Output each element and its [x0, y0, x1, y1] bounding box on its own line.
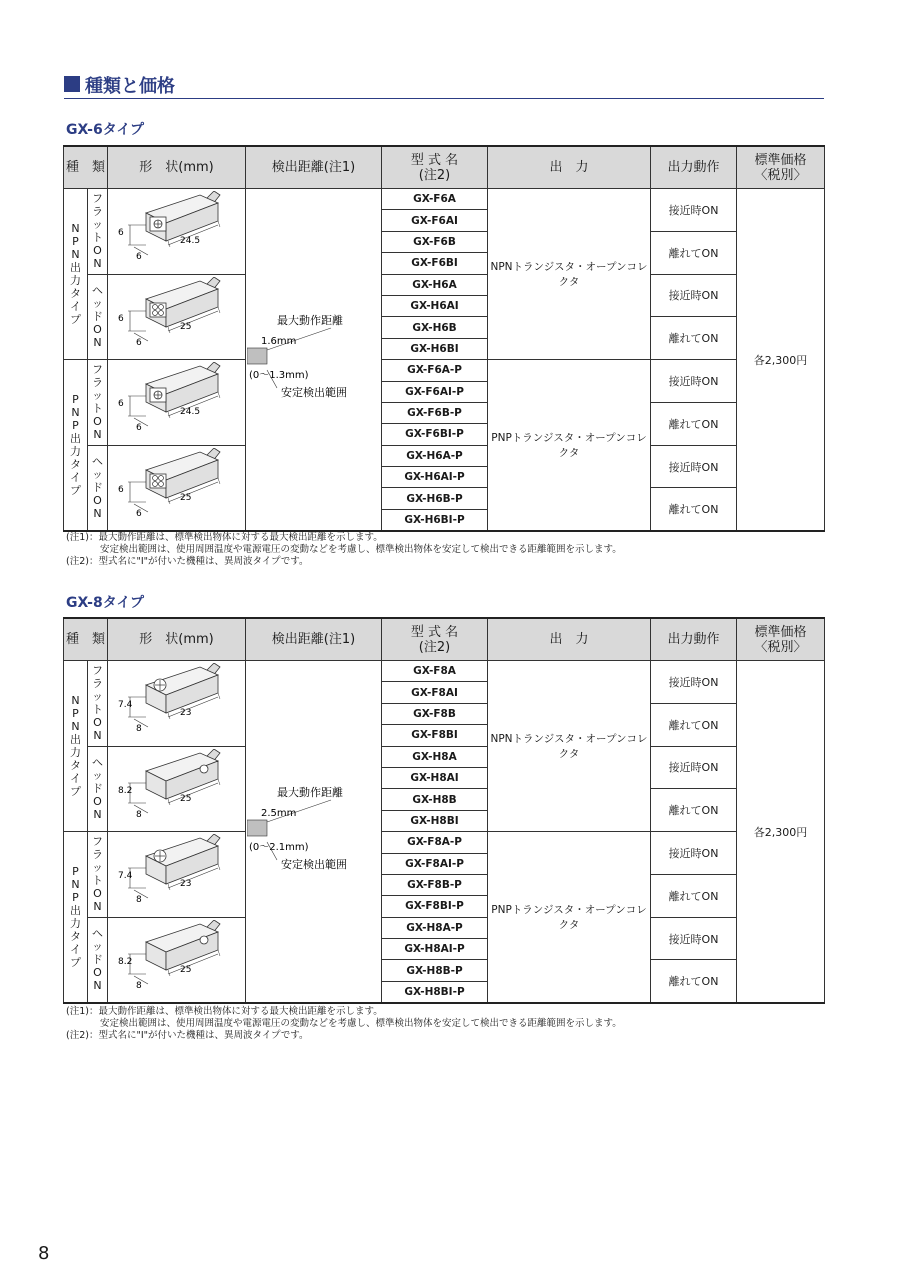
sensor-shape-drawing	[110, 834, 244, 914]
dim-length: 24.5	[179, 407, 200, 418]
table-row	[64, 189, 825, 210]
output-cell: NPNトランジスタ・オープンコレクタ	[488, 189, 651, 360]
price-cell: 各2,300円	[737, 661, 825, 1004]
dim-height: 6	[117, 228, 124, 239]
detection-distance-diagram	[247, 310, 381, 410]
output-action-cell: 接近時ON	[651, 661, 737, 704]
output-action-cell: 離れてON	[651, 402, 737, 445]
shape-cell	[108, 917, 246, 1003]
sensing-face-cell	[88, 445, 108, 531]
stable-range-label: 安定検出範囲	[280, 857, 347, 871]
model-cell: GX-H6AI	[382, 295, 488, 316]
gx8-spec-table	[63, 617, 825, 1004]
dim-width: 6	[135, 508, 142, 519]
max-distance-label: 最大動作距離	[276, 785, 343, 799]
output-type-cell	[64, 832, 88, 1004]
header-price-line2: 〈税別〉	[754, 639, 807, 655]
dim-height: 7.4	[117, 700, 132, 711]
shape-cell	[108, 360, 246, 446]
sensor-shape-drawing	[110, 920, 244, 1000]
model-cell: GX-F6B-P	[382, 402, 488, 423]
output-action-cell: 接近時ON	[651, 917, 737, 960]
model-cell: GX-H6BI-P	[382, 509, 488, 531]
model-cell: GX-F6B	[382, 231, 488, 252]
output-action-cell: 接近時ON	[651, 445, 737, 488]
model-cell: GX-F8BI	[382, 725, 488, 746]
table-row	[64, 917, 825, 938]
header-output: 出 力	[488, 146, 651, 189]
output-action-cell: 離れてON	[651, 231, 737, 274]
sensor-shape-drawing	[110, 749, 244, 829]
max-distance-value: 1.6mm	[260, 335, 296, 347]
shape-cell	[108, 832, 246, 918]
model-cell: GX-F8AI	[382, 682, 488, 703]
model-cell: GX-H8B	[382, 789, 488, 810]
shape-cell	[108, 661, 246, 747]
model-cell: GX-F8B	[382, 703, 488, 724]
gx6-note-1b: 安定検出範囲は、使用周囲温度や電源電圧の変動などを考慮し、標準検出物体を安定して検出できる距離範囲を示します。	[100, 544, 622, 555]
dim-length: 25	[179, 964, 191, 975]
table-row	[64, 445, 825, 466]
gx8-note-2: (注2)：型式名に"I"が付いた機種は、異周波タイプです。	[66, 1030, 309, 1041]
sensing-face-label: フラットON	[92, 192, 103, 271]
dim-length: 24.5	[179, 236, 200, 247]
gx8-notes	[66, 1006, 622, 1042]
sensor-shape-drawing	[110, 362, 244, 442]
output-action-cell: 接近時ON	[651, 274, 737, 317]
model-cell: GX-F8BI-P	[382, 896, 488, 917]
model-cell: GX-F8B-P	[382, 874, 488, 895]
output-type-label: PNP出力タイプ	[70, 393, 81, 498]
output-action-cell: 離れてON	[651, 789, 737, 832]
dim-height: 6	[117, 313, 124, 324]
header-model-line1: 型 式 名	[410, 624, 459, 640]
header-model-line2: (注2)	[418, 167, 451, 183]
sensing-face-label: ヘッドON	[92, 284, 103, 350]
output-action-cell: 接近時ON	[651, 360, 737, 403]
header-distance: 検出距離(注1)	[246, 146, 382, 189]
dim-width: 6	[135, 423, 142, 434]
sensing-face-label: フラットON	[92, 363, 103, 442]
dim-width: 6	[135, 252, 142, 263]
gx8-title: GX-8タイプ	[66, 595, 144, 611]
dim-height: 8.2	[117, 956, 132, 967]
dim-width: 8	[135, 895, 142, 906]
output-type-cell	[64, 189, 88, 360]
dim-length: 23	[179, 708, 191, 719]
output-cell: PNPトランジスタ・オープンコレクタ	[488, 360, 651, 532]
sensing-face-cell	[88, 189, 108, 275]
model-cell: GX-H6A-P	[382, 445, 488, 466]
max-distance-value: 2.5mm	[260, 807, 296, 819]
model-cell: GX-H6AI-P	[382, 467, 488, 488]
sensing-face-label: ヘッドON	[92, 455, 103, 521]
price-cell: 各2,300円	[737, 189, 825, 532]
dim-width: 8	[135, 809, 142, 820]
output-type-label: NPN出力タイプ	[70, 694, 81, 799]
table-header-row	[64, 618, 825, 661]
table-header-row	[64, 146, 825, 189]
sensor-shape-drawing	[110, 277, 244, 357]
sensing-face-cell	[88, 360, 108, 446]
model-cell: GX-F6A-P	[382, 360, 488, 381]
section-header	[64, 72, 824, 99]
output-cell: NPNトランジスタ・オープンコレクタ	[488, 661, 651, 832]
sensing-face-label: フラットON	[92, 664, 103, 743]
header-model	[382, 618, 488, 661]
header-action: 出力動作	[651, 618, 737, 661]
header-distance: 検出距離(注1)	[246, 618, 382, 661]
model-cell: GX-H8A-P	[382, 917, 488, 938]
output-action-cell: 離れてON	[651, 488, 737, 531]
sensing-face-cell	[88, 832, 108, 918]
dim-height: 8.2	[117, 785, 132, 796]
shape-cell	[108, 189, 246, 275]
model-cell: GX-H8AI-P	[382, 939, 488, 960]
model-cell: GX-H6BI	[382, 338, 488, 359]
dim-height: 6	[117, 484, 124, 495]
model-cell: GX-F6AI	[382, 210, 488, 231]
header-shape: 形 状(mm)	[108, 618, 246, 661]
header-price	[737, 146, 825, 189]
detection-distance-diagram	[247, 782, 381, 882]
header-kind: 種 類	[64, 146, 108, 189]
header-shape: 形 状(mm)	[108, 146, 246, 189]
output-action-cell: 離れてON	[651, 874, 737, 917]
page-number: 8	[38, 1243, 50, 1264]
sensor-shape-drawing	[110, 663, 244, 743]
dim-length: 25	[179, 321, 191, 332]
model-cell: GX-H6B-P	[382, 488, 488, 509]
gx6-title: GX-6タイプ	[66, 122, 144, 138]
shape-cell	[108, 445, 246, 531]
gx6-note-2: (注2)：型式名に"I"が付いた機種は、異周波タイプです。	[66, 556, 309, 567]
sensor-shape-drawing	[110, 191, 244, 271]
output-action-cell: 接近時ON	[651, 746, 737, 789]
sensing-face-label: ヘッドON	[92, 756, 103, 822]
header-price	[737, 618, 825, 661]
dim-length: 23	[179, 879, 191, 890]
gx6-notes	[66, 532, 622, 568]
header-kind: 種 類	[64, 618, 108, 661]
section-square-icon	[64, 76, 80, 92]
model-cell: GX-H8BI-P	[382, 981, 488, 1003]
sensing-face-label: ヘッドON	[92, 927, 103, 993]
table-row	[64, 661, 825, 682]
dim-length: 25	[179, 793, 191, 804]
gx6-note-1: (注1)：最大動作距離は、標準検出物体に対する最大検出距離を示します。	[66, 532, 383, 543]
distance-cell	[246, 189, 382, 532]
sensing-face-cell	[88, 917, 108, 1003]
output-type-cell	[64, 360, 88, 532]
header-model-line2: (注2)	[418, 639, 451, 655]
output-action-cell: 接近時ON	[651, 832, 737, 875]
model-cell: GX-F6BI-P	[382, 424, 488, 445]
model-cell: GX-H8B-P	[382, 960, 488, 981]
output-type-label: PNP出力タイプ	[70, 865, 81, 970]
output-action-cell: 離れてON	[651, 703, 737, 746]
header-price-line1: 標準価格	[754, 152, 807, 168]
dim-width: 8	[135, 980, 142, 991]
sensing-face-cell	[88, 746, 108, 832]
model-cell: GX-F8A	[382, 661, 488, 682]
table-row	[64, 746, 825, 767]
sensing-face-label: フラットON	[92, 835, 103, 914]
output-action-cell: 接近時ON	[651, 189, 737, 232]
dim-width: 8	[135, 724, 142, 735]
model-cell: GX-H8A	[382, 746, 488, 767]
model-cell: GX-F8A-P	[382, 832, 488, 853]
output-type-label: NPN出力タイプ	[70, 222, 81, 327]
max-distance-label: 最大動作距離	[276, 313, 343, 327]
model-cell: GX-F6BI	[382, 253, 488, 274]
model-cell: GX-H6A	[382, 274, 488, 295]
output-cell: PNPトランジスタ・オープンコレクタ	[488, 832, 651, 1004]
model-cell: GX-H6B	[382, 317, 488, 338]
shape-cell	[108, 746, 246, 832]
table-row	[64, 832, 825, 853]
dim-height: 6	[117, 399, 124, 410]
gx8-note-1: (注1)：最大動作距離は、標準検出物体に対する最大検出距離を示します。	[66, 1006, 383, 1017]
gx8-note-1b: 安定検出範囲は、使用周囲温度や電源電圧の変動などを考慮し、標準検出物体を安定して検出できる距離範囲を示します。	[100, 1018, 622, 1029]
model-cell: GX-F6AI-P	[382, 381, 488, 402]
sensing-face-cell	[88, 661, 108, 747]
output-action-cell: 離れてON	[651, 317, 737, 360]
table-row	[64, 274, 825, 295]
header-action: 出力動作	[651, 146, 737, 189]
table-row	[64, 360, 825, 381]
distance-cell	[246, 661, 382, 1004]
shape-cell	[108, 274, 246, 360]
model-cell: GX-F6A	[382, 189, 488, 210]
output-type-cell	[64, 661, 88, 832]
stable-range-value: (0～2.1mm)	[248, 841, 309, 853]
header-price-line1: 標準価格	[754, 624, 807, 640]
section-title: 種類と価格	[85, 76, 175, 97]
dim-width: 6	[135, 337, 142, 348]
header-output: 出 力	[488, 618, 651, 661]
header-model	[382, 146, 488, 189]
gx6-spec-table	[63, 145, 825, 532]
model-cell: GX-H8BI	[382, 810, 488, 831]
dim-height: 7.4	[117, 871, 132, 882]
model-cell: GX-H8AI	[382, 767, 488, 788]
output-action-cell: 離れてON	[651, 960, 737, 1003]
stable-range-value: (0～1.3mm)	[248, 369, 309, 381]
dim-length: 25	[179, 492, 191, 503]
sensor-shape-drawing	[110, 448, 244, 528]
header-price-line2: 〈税別〉	[754, 167, 807, 183]
sensing-face-cell	[88, 274, 108, 360]
stable-range-label: 安定検出範囲	[280, 385, 347, 399]
header-model-line1: 型 式 名	[410, 152, 459, 168]
model-cell: GX-F8AI-P	[382, 853, 488, 874]
